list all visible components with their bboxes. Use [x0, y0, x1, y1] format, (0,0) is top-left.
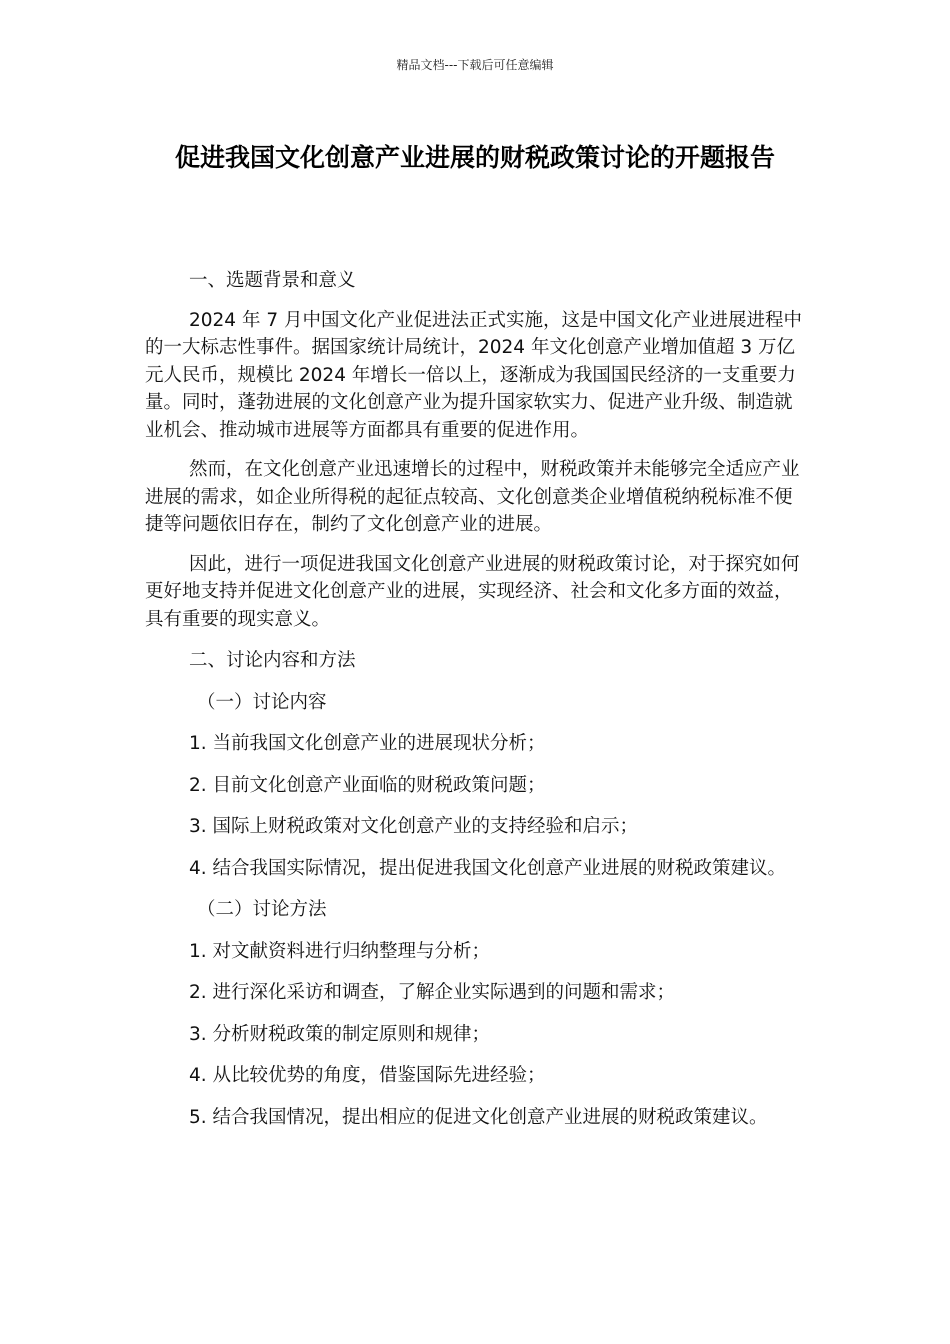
paragraph-background-3: 因此，进行一项促进我国文化创意产业进展的财税政策讨论，对于探究如何更好地支持并促进文化创意产业的进展，实现经济、社会和文化多方面的效益，具有重要的现实意义。 — [145, 553, 800, 630]
method-item-5: 5. 结合我国情况，提出相应的促进文化创意产业进展的财税政策建议。 — [189, 1106, 768, 1128]
section-heading-methods: 二、讨论内容和方法 — [189, 650, 356, 671]
method-item-2: 2. 进行深化采访和调查，了解企业实际遇到的问题和需求； — [189, 982, 676, 1003]
document-body — [145, 267, 810, 1131]
content-item-4: 4. 结合我国实际情况，提出促进我国文化创意产业进展的财税政策建议。 — [189, 857, 787, 879]
content-item-3: 3. 国际上财税政策对文化创意产业的支持经验和启示； — [189, 816, 639, 837]
method-item-3: 3. 分析财税政策的制定原则和规律； — [189, 1023, 491, 1045]
subsection-heading-methods: （二）讨论方法 — [197, 899, 327, 920]
subsection-heading-content: （一）讨论内容 — [197, 691, 327, 713]
method-item-1: 1. 对文献资料进行归纳整理与分析； — [189, 940, 491, 962]
paragraph-background-2: 然而，在文化创意产业迅速增长的过程中，财税政策并未能够完全适应产业进展的需求，如企业所得税的起征点较高、文化创意类企业增值税纳税标准不便捷等问题依旧存在，制约了文化创意产业的进展。 — [145, 459, 800, 535]
content-item-2: 2. 目前文化创意产业面临的财税政策问题； — [189, 774, 546, 796]
section-heading-background: 一、选题背景和意义 — [189, 270, 356, 291]
document-title: 促进我国文化创意产业进展的财税政策讨论的开题报告 — [174, 143, 775, 172]
paragraph-background-1: 2024 年 7 月中国文化产业促进法正式实施，这是中国文化产业进展进程中的一大标志性事件。据国家统计局统计，2024 年文化创意产业增加值超 3 万亿元人民币，规模比 2024 年增长一倍以上，逐渐成为我国国民经济的一支重要力量。同时，蓬勃进展的文化创意产业为提升国家软实力、促进产业升级、制造就业机会、推动城市进展等方面都具有重要的促进作用。 — [145, 309, 802, 441]
content-item-1: 1. 当前我国文化创意产业的进展现状分析； — [189, 733, 546, 754]
page-header-watermark: 精品文档---下载后可任意编辑 — [396, 58, 554, 72]
method-item-4: 4. 从比较优势的角度，借鉴国际先进经验； — [189, 1065, 546, 1086]
